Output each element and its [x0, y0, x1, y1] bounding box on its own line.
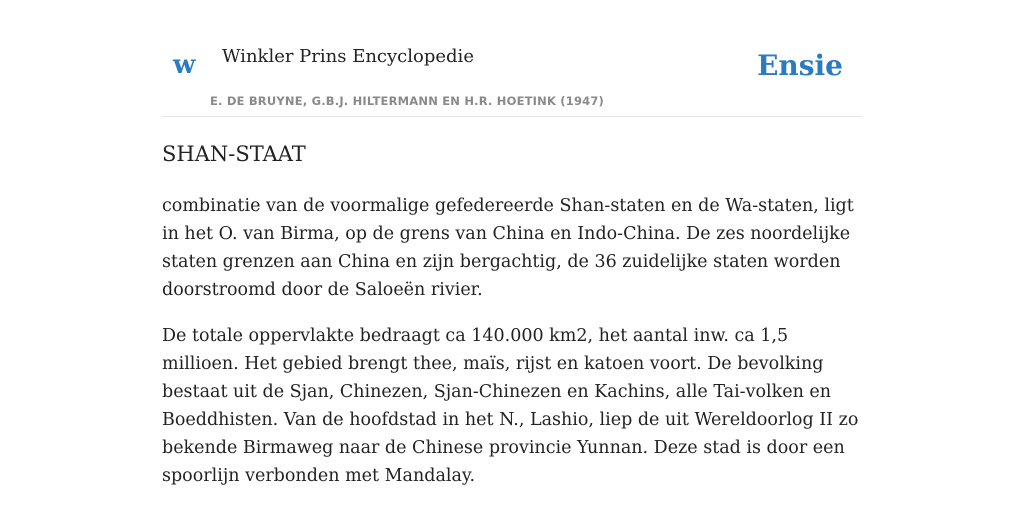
header — [162, 0, 862, 117]
article-paragraph: De totale oppervlakte bedraagt ca 140.000 km2, het aantal inw. ca 1,5 millioen. Het gebied brengt thee, maïs, rijst en katoen voort. De bevolking bestaat uit de Sjan, Chinezen, Sjan-Chinezen en Kachins, alle Tai-volken en Boeddhisten. Van de hoofdstad in het N., Lashio, liep de uit Wereldoorlog II zo bekende Birmaweg naar de Chinese provincie Yunnan. Deze stad is door een spoorlijn verbonden met Mandalay. — [162, 326, 859, 486]
page — [162, 0, 862, 486]
publication-title[interactable]: Winkler Prins Encyclopedie — [222, 46, 474, 67]
article-title: SHAN-STAAT — [162, 142, 306, 166]
article-paragraph: combinatie van de voormalige gefedereerde Shan-staten en de Wa-staten, ligt in het O. van Birma, op de grens van China en Indo-China. De zes noordelijke staten grenzen aan China en zijn bergachtig, de 36 zuidelijke staten worden doorstroomd door de Saloeën rivier. — [162, 196, 854, 300]
publication-authors: E. DE BRUYNE, G.B.J. HILTERMANN EN H.R. HOETINK (1947) — [210, 94, 605, 108]
publication-logo[interactable]: w — [173, 50, 196, 80]
article-body — [162, 192, 870, 508]
brand-logo[interactable]: Ensie — [757, 49, 843, 82]
